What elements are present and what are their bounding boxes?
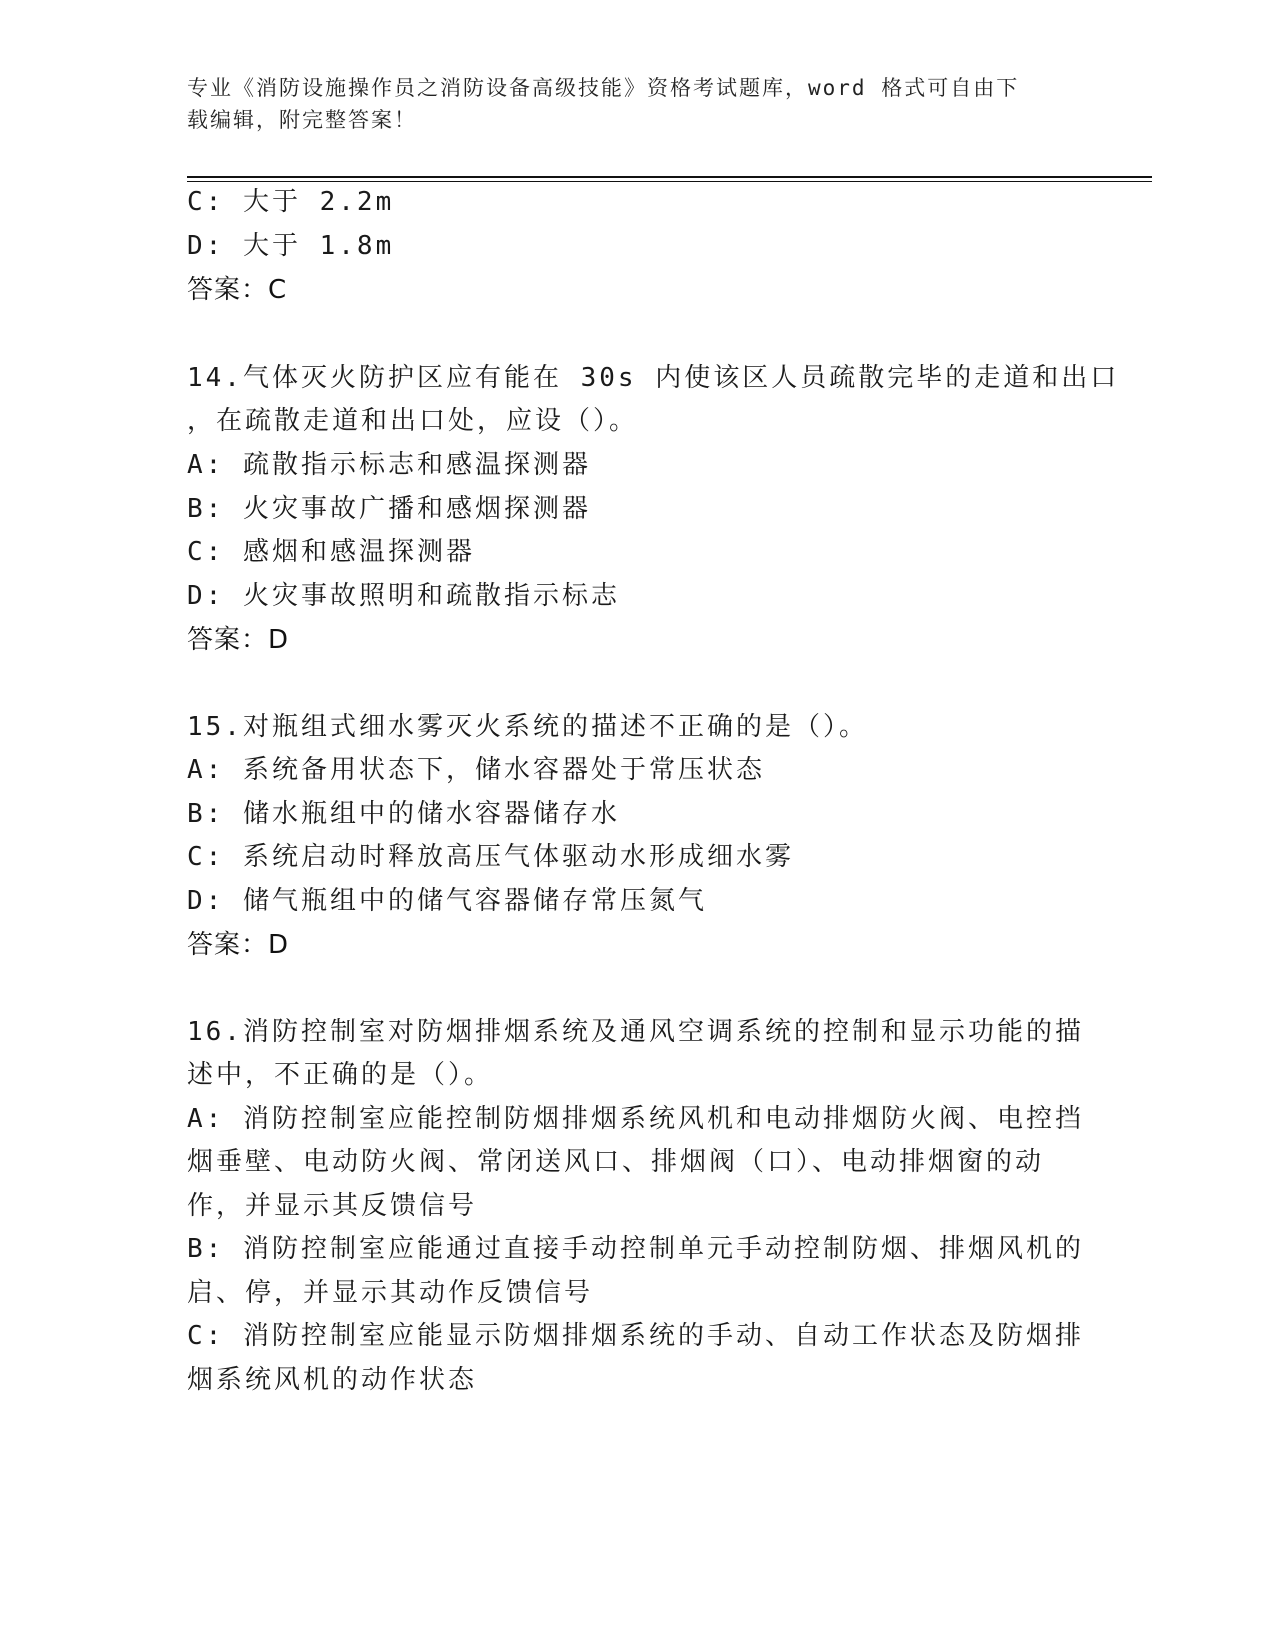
q13-answer: 答案：C <box>187 275 288 305</box>
q15-option-c: C: 系统启动时释放高压气体驱动水形成细水雾 <box>187 842 794 872</box>
q14-option-b: B: 火灾事故广播和感烟探测器 <box>187 494 591 524</box>
q15-option-a: A: 系统备用状态下，储水容器处于常压状态 <box>187 755 765 785</box>
q14-stem-line-1: 14.气体灭火防护区应有能在 30s 内使该区人员疏散完毕的走道和出口 <box>187 363 1120 393</box>
q14-answer: 答案：D <box>187 625 290 655</box>
q16-option-b-line-1: B: 消防控制室应能通过直接手动控制单元手动控制防烟、排烟风机的 <box>187 1234 1084 1264</box>
q15-stem: 15.对瓶组式细水雾灭火系统的描述不正确的是（）。 <box>187 712 868 742</box>
q16-option-a-line-3: 作，并显示其反馈信号 <box>187 1191 478 1221</box>
q16-stem-line-1: 16.消防控制室对防烟排烟系统及通风空调系统的控制和显示功能的描 <box>187 1017 1084 1047</box>
q13-option-c: C: 大于 2.2m <box>187 187 395 217</box>
q16-option-a-line-2: 烟垂壁、电动防火阀、常闭送风口、排烟阀（口）、电动排烟窗的动 <box>187 1147 1045 1177</box>
q13-option-d: D: 大于 1.8m <box>187 231 395 261</box>
q14-stem-line-2: ，在疏散走道和出口处，应设（）。 <box>187 406 639 436</box>
header-line-2: 载编辑，附完整答案！ <box>187 108 417 132</box>
q14-option-c: C: 感烟和感温探测器 <box>187 537 475 567</box>
q16-stem-line-2: 述中，不正确的是（）。 <box>187 1060 494 1090</box>
q14-option-d: D: 火灾事故照明和疏散指示标志 <box>187 581 620 611</box>
header-line-1: 专业《消防设施操作员之消防设备高级技能》资格考试题库，word 格式可自由下 <box>187 76 1020 100</box>
q15-option-b: B: 储水瓶组中的储水容器储存水 <box>187 799 620 829</box>
q16-option-c-line-2: 烟系统风机的动作状态 <box>187 1365 478 1395</box>
q16-option-c-line-1: C: 消防控制室应能显示防烟排烟系统的手动、自动工作状态及防烟排 <box>187 1321 1084 1351</box>
q15-option-d: D: 储气瓶组中的储气容器储存常压氮气 <box>187 886 707 916</box>
q16-option-a-line-1: A: 消防控制室应能控制防烟排烟系统风机和电动排烟防火阀、电控挡 <box>187 1104 1084 1134</box>
header-divider <box>187 176 1152 182</box>
q16-option-b-line-2: 启、停，并显示其动作反馈信号 <box>187 1278 594 1308</box>
q14-option-a: A: 疏散指示标志和感温探测器 <box>187 450 591 480</box>
q15-answer: 答案：D <box>187 930 290 960</box>
document-header <box>187 72 1067 136</box>
